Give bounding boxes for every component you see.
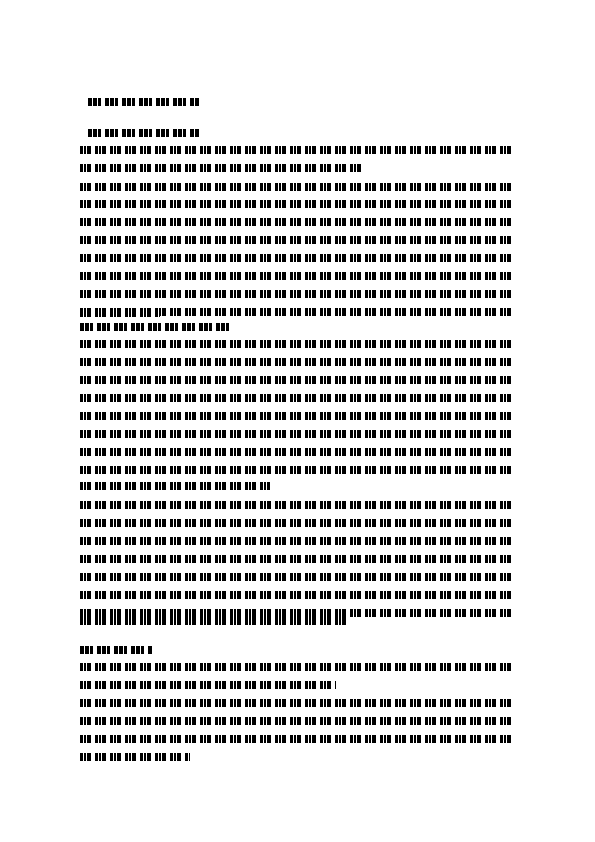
paragraph-3-line-5 (80, 410, 512, 421)
paragraph-3-line-7 (80, 446, 512, 457)
paragraph-4-line-4 (80, 553, 512, 564)
paragraph-4-line-8 (80, 615, 350, 626)
paragraph-2-line-1 (80, 181, 512, 192)
paragraph-3-line-8 (80, 464, 512, 475)
paragraph-3-line-2 (80, 356, 512, 367)
paragraph-6-line-3 (80, 733, 512, 744)
paragraph-2-line-9 (80, 307, 160, 318)
paragraph-2-line-2 (80, 198, 512, 209)
paragraph-4-line-1 (80, 499, 512, 510)
paragraph-1-line-2 (80, 162, 364, 173)
paragraph-2-line-3 (80, 216, 512, 227)
heading-2 (88, 127, 200, 138)
paragraph-1-line-1 (80, 144, 512, 155)
paragraph-3-line-3 (80, 374, 512, 385)
paragraph-3-line-6 (80, 428, 512, 439)
heading-2-text (88, 129, 200, 137)
paragraph-5-line-1 (80, 661, 512, 672)
paragraph-4-line-5 (80, 571, 512, 582)
paragraph-2-line-4 (80, 234, 512, 245)
paragraph-2-line-6 (80, 270, 512, 281)
paragraph-3-line-1 (80, 338, 512, 349)
paragraph-2-line-5 (80, 252, 512, 263)
paragraph-3-line-4 (80, 392, 512, 403)
paragraph-6-line-2 (80, 715, 512, 726)
subheading-1 (80, 321, 230, 332)
paragraph-6-line-1 (80, 697, 512, 708)
heading-1 (88, 96, 200, 107)
paragraph-6-line-4 (80, 751, 190, 762)
paragraph-5-line-2 (80, 679, 336, 690)
paragraph-4-line-6 (80, 589, 512, 600)
paragraph-3-line-9 (80, 480, 270, 491)
section-heading-2 (80, 644, 152, 655)
paragraph-4-line-2 (80, 517, 512, 528)
paragraph-2-line-7 (80, 288, 512, 299)
heading-1-text (88, 98, 200, 106)
paragraph-4-line-3 (80, 535, 512, 546)
